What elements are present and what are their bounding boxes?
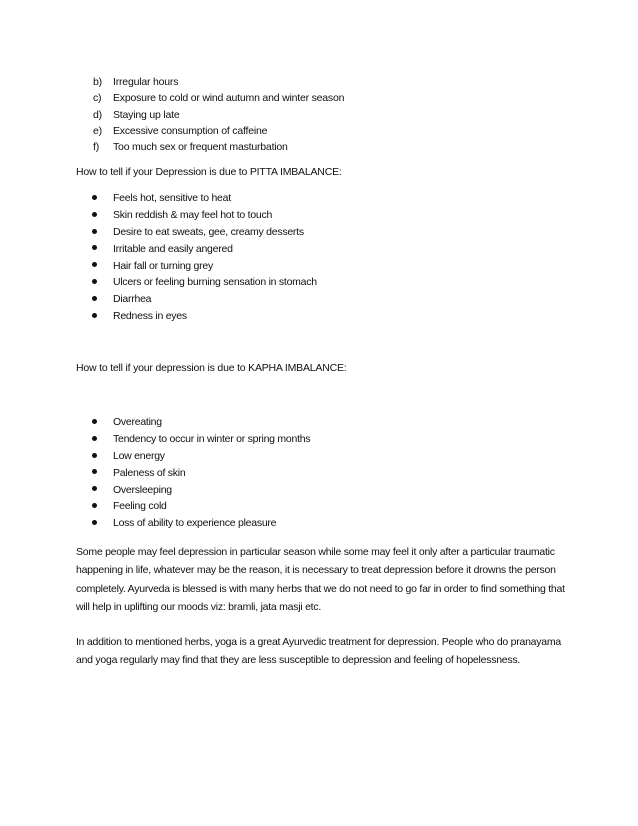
bullet-icon — [92, 212, 97, 217]
list-item — [91, 414, 310, 431]
list-item-text: Desire to eat sweats, gee, creamy desserts — [113, 225, 304, 238]
list-item-text: Hair fall or turning grey — [113, 259, 213, 272]
list-item — [91, 190, 317, 207]
list-item-text: Diarrhea — [113, 293, 152, 306]
kapha-heading: How to tell if your depression is due to KAPHA IMBALANCE: — [76, 362, 347, 374]
bullet-icon — [92, 296, 97, 301]
pitta-symptoms-list — [91, 190, 317, 325]
list-item-text: Irregular hours — [113, 76, 179, 88]
list-item — [93, 139, 344, 155]
list-item-text: Too much sex or frequent masturbation — [113, 141, 288, 154]
list-item — [93, 123, 344, 139]
list-item-text: Excessive consumption of caffeine — [113, 124, 268, 137]
list-item-text: Redness in eyes — [113, 310, 187, 323]
list-item — [91, 465, 310, 482]
bullet-icon — [92, 469, 97, 474]
bullet-icon — [92, 245, 97, 250]
bullet-icon — [92, 503, 97, 508]
list-item — [93, 90, 344, 106]
list-item — [91, 498, 310, 515]
list-item — [91, 241, 317, 258]
bullet-icon — [92, 229, 97, 234]
list-marker: c) — [93, 92, 102, 105]
list-item-text: Staying up late — [113, 108, 180, 121]
list-item-text: Tendency to occur in winter or spring months — [113, 432, 311, 445]
list-item-text: Skin reddish & may feel hot to touch — [113, 208, 273, 221]
kapha-symptoms-list — [91, 414, 310, 532]
list-item — [93, 107, 344, 123]
bullet-icon — [92, 279, 97, 284]
paragraph-yoga: In addition to mentioned herbs, yoga is a great Ayurvedic treatment for depression. People who do pranayama and yoga regularly may find that they are less susceptible to depression and feeling of hopelessness. — [76, 636, 561, 667]
list-item — [91, 482, 310, 499]
list-item — [91, 448, 310, 465]
list-item — [91, 274, 317, 291]
bullet-icon — [92, 419, 97, 424]
list-marker: b) — [93, 76, 102, 88]
bullet-icon — [92, 313, 97, 318]
list-item-text: Oversleeping — [113, 483, 172, 496]
bullet-icon — [92, 262, 97, 267]
list-item-text: Irritable and easily angered — [113, 242, 233, 255]
list-item-text: Exposure to cold or wind autumn and winter season — [113, 92, 345, 105]
list-item — [91, 515, 310, 532]
list-item — [91, 224, 317, 241]
list-item — [91, 431, 310, 448]
bullet-icon — [92, 453, 97, 458]
list-item-text: Ulcers or feeling burning sensation in stomach — [113, 276, 317, 289]
list-item — [91, 258, 317, 275]
bullet-icon — [92, 436, 97, 441]
causes-list — [93, 74, 344, 155]
list-marker: f) — [93, 141, 100, 154]
list-item-text: Feels hot, sensitive to heat — [113, 192, 231, 204]
list-item-text: Feeling cold — [113, 500, 167, 513]
bullet-icon — [92, 520, 97, 525]
paragraph-seasonal-depression: Some people may feel depression in particular season while some may feel it only after a particular traumatic happening in life, whatever may be the reason, it is necessary to treat depression before it drowns the person completely. Ayurveda is blessed is with many herbs that we do not need to go far in order to find something that will help in uplifting our moods viz: bramli, jata masji etc. — [76, 546, 565, 613]
list-item — [93, 74, 344, 90]
list-item — [91, 308, 317, 325]
list-item — [91, 291, 317, 308]
bullet-icon — [92, 195, 97, 200]
list-item — [91, 207, 317, 224]
list-item-text: Paleness of skin — [113, 466, 186, 479]
pitta-heading: How to tell if your Depression is due to PITTA IMBALANCE: — [76, 166, 342, 178]
list-item-text: Overeating — [113, 416, 162, 428]
list-item-text: Low energy — [113, 449, 165, 462]
bullet-icon — [92, 486, 97, 491]
list-marker: d) — [93, 108, 102, 121]
list-marker: e) — [93, 124, 102, 137]
list-item-text: Loss of ability to experience pleasure — [113, 517, 277, 530]
